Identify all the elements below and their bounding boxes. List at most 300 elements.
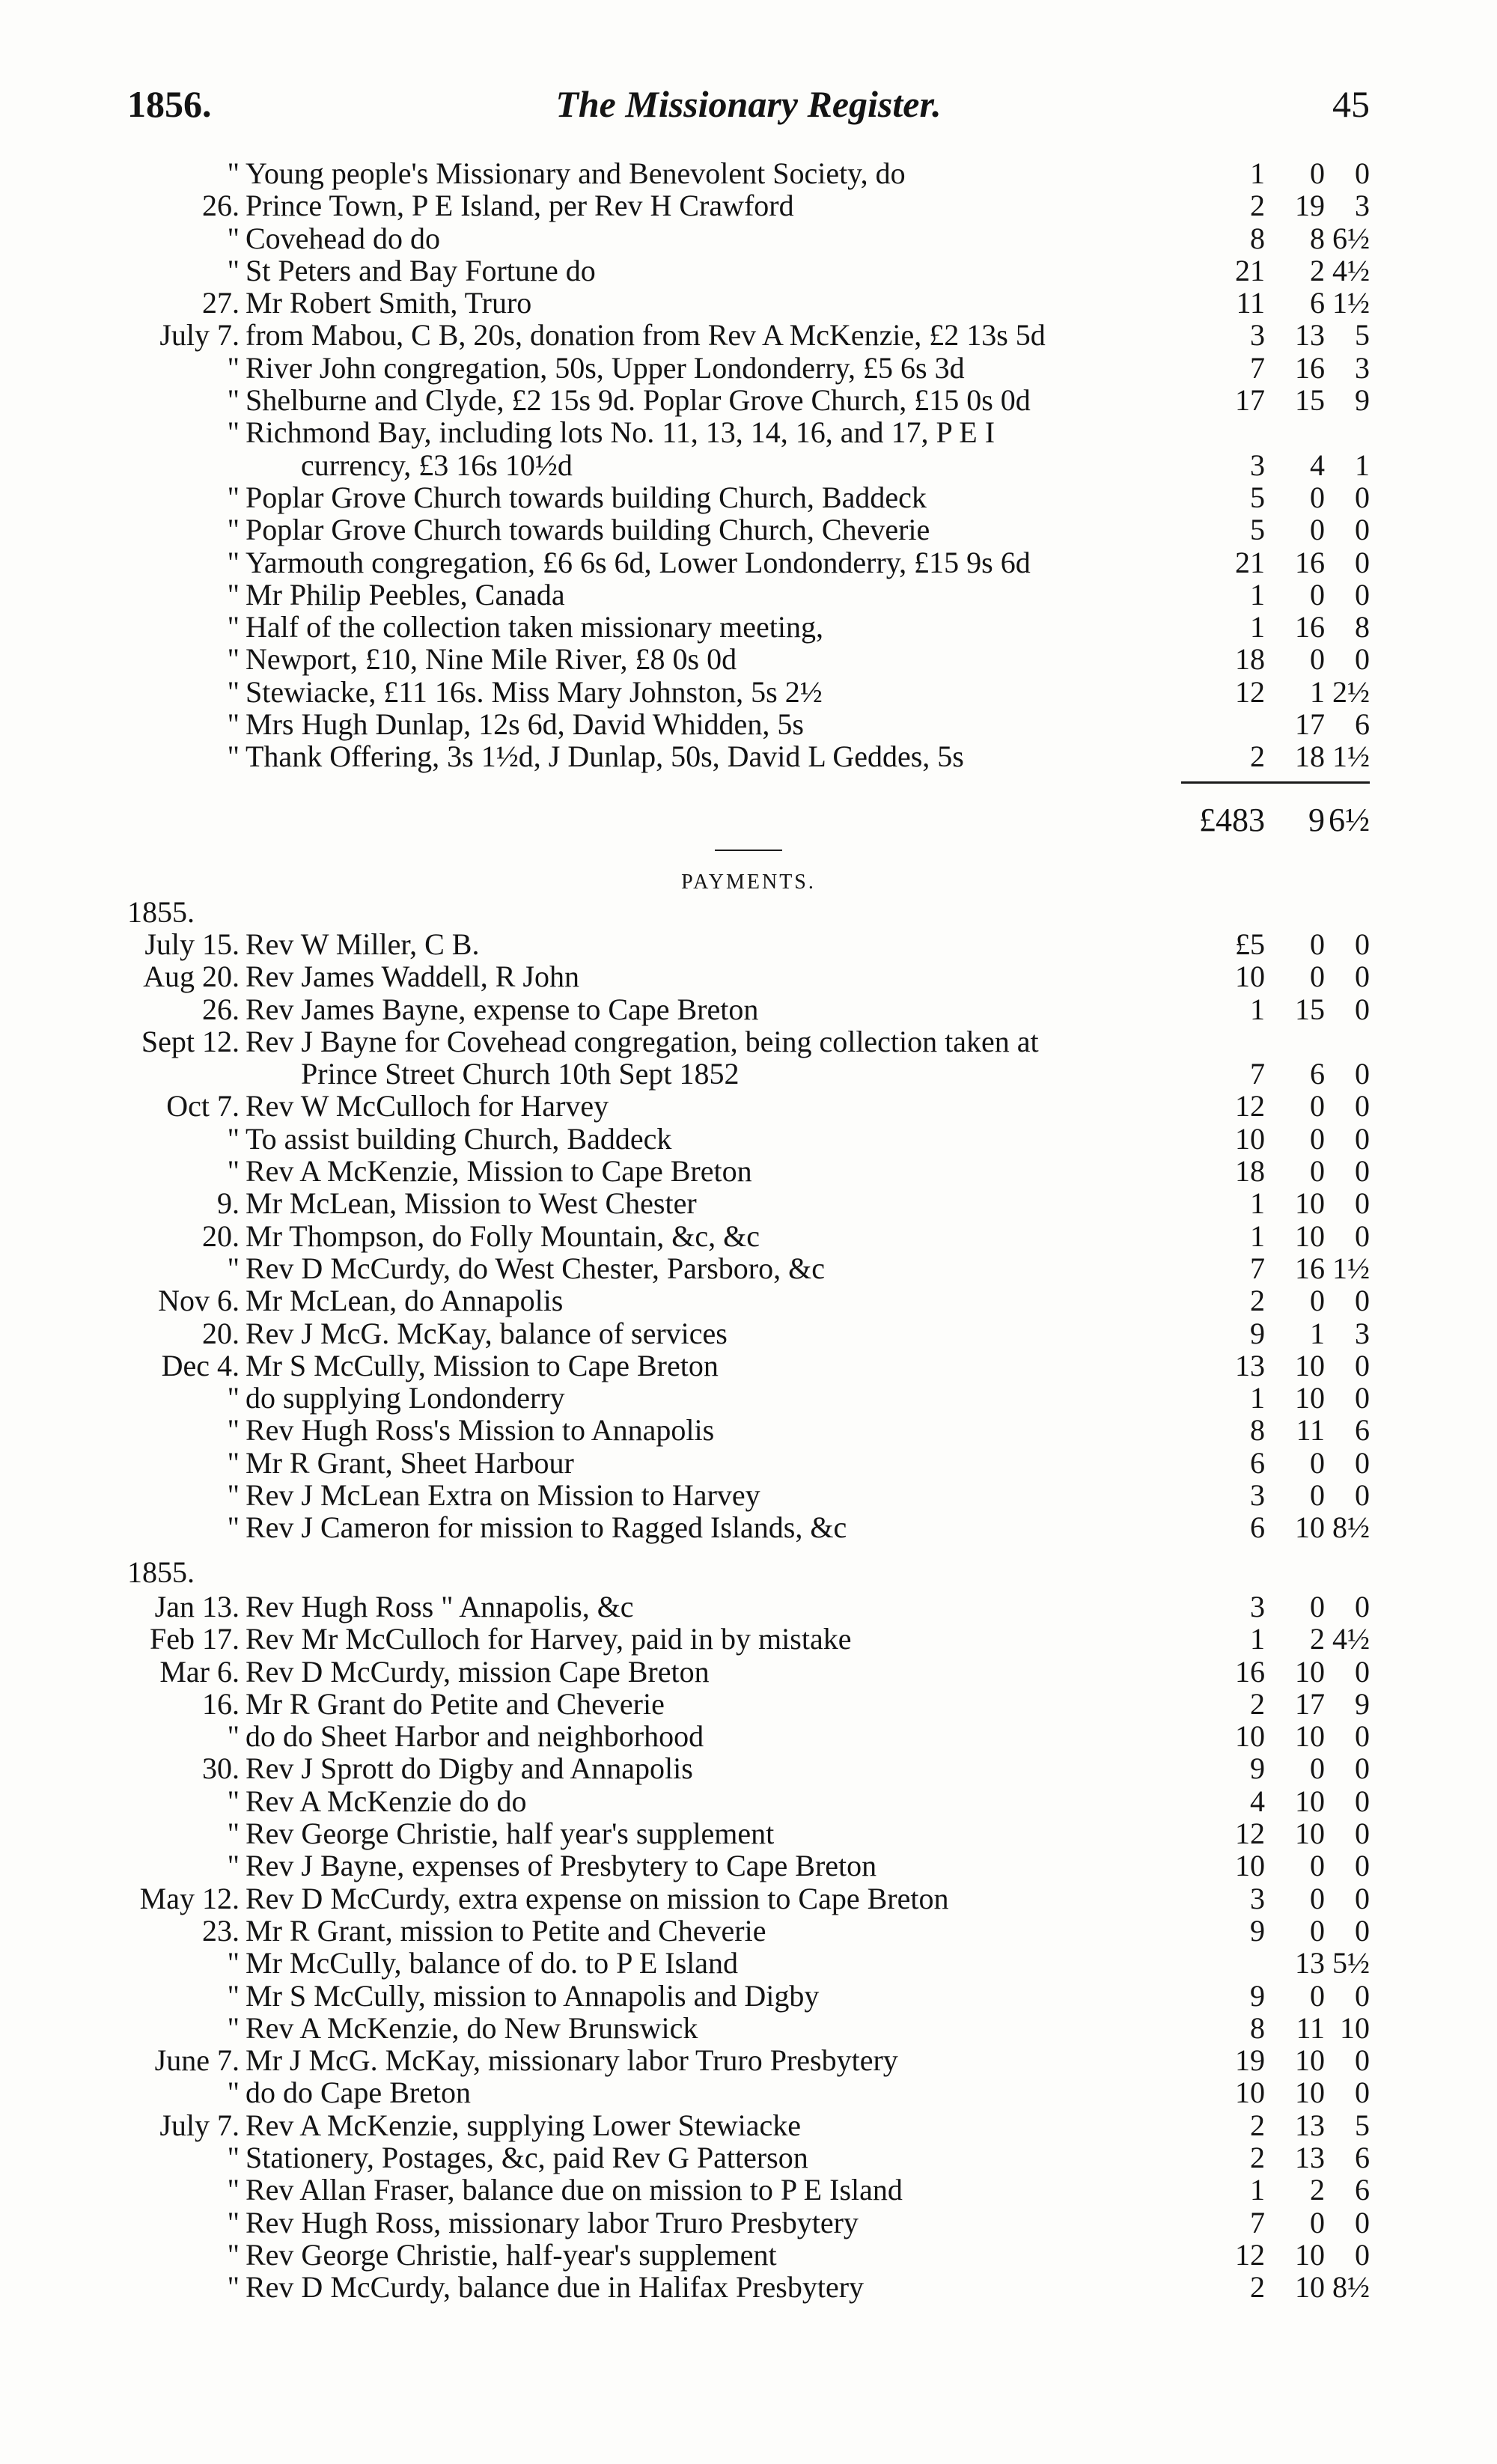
ledger-row bbox=[127, 546, 1370, 579]
ledger-row bbox=[127, 928, 1370, 960]
amount-shillings: 4 bbox=[1310, 448, 1325, 482]
amount-pounds: 10 bbox=[1235, 1849, 1265, 1883]
amount-shillings: 0 bbox=[1310, 1445, 1325, 1480]
amount-shillings: 13 bbox=[1295, 1946, 1325, 1980]
entry-description: currency, £3 16s 10½d bbox=[301, 448, 573, 482]
entry-date: July 7. bbox=[159, 2108, 240, 2142]
amount-pounds: 7 bbox=[1250, 2205, 1265, 2239]
entry-date: 26. bbox=[202, 992, 240, 1026]
amount-pounds: 12 bbox=[1235, 1817, 1265, 1851]
receipts-list bbox=[127, 157, 1370, 773]
amount-pence: 1 bbox=[1355, 448, 1370, 482]
entry-description: Prince Town, P E Island, per Rev H Crawford bbox=[246, 189, 794, 223]
amount-pence: 0 bbox=[1355, 1154, 1370, 1189]
amount-shillings: 2 bbox=[1310, 2173, 1325, 2207]
amount-shillings: 0 bbox=[1310, 1154, 1325, 1189]
amount-shillings: 1 bbox=[1310, 674, 1325, 709]
ledger-row bbox=[127, 157, 1370, 189]
ledger-row bbox=[127, 2012, 1370, 2044]
amount-pounds: 1 bbox=[1250, 610, 1265, 644]
entry-description: Newport, £10, Nine Mile River, £8 0s 0d bbox=[246, 642, 737, 677]
ledger-row bbox=[127, 1817, 1370, 1849]
amount-shillings: 10 bbox=[1295, 1654, 1325, 1689]
entry-date: " bbox=[227, 1445, 240, 1480]
ledger-row bbox=[127, 1252, 1370, 1284]
header-title: The Missionary Register. bbox=[555, 83, 942, 125]
entry-date: Dec 4. bbox=[161, 1348, 240, 1382]
entry-description: River John congregation, 50s, Upper Londonderry, £5 6s 3d bbox=[246, 350, 965, 385]
entry-date: " bbox=[227, 480, 240, 514]
entry-description: Rev D McCurdy, extra expense on mission to Cape Breton bbox=[246, 1881, 949, 1915]
entry-description: Rev A McKenzie do do bbox=[246, 1784, 527, 1818]
amount-pence: 5 bbox=[1355, 2108, 1370, 2142]
amount-pence: 0 bbox=[1355, 2205, 1370, 2239]
amount-pounds: 18 bbox=[1235, 642, 1265, 677]
amount-shillings: 10 bbox=[1295, 1719, 1325, 1754]
entry-date: 27. bbox=[202, 286, 240, 320]
payments-year-1855-b: 1855. bbox=[127, 1555, 195, 1589]
entry-date: " bbox=[227, 1251, 240, 1285]
ledger-row bbox=[127, 2141, 1370, 2174]
amount-pounds: 3 bbox=[1250, 1881, 1265, 1915]
amount-pence: 0 bbox=[1355, 2043, 1370, 2078]
amount-pence: 0 bbox=[1355, 1057, 1370, 1091]
ledger-row bbox=[127, 1350, 1370, 1382]
entry-date: " bbox=[227, 2237, 240, 2272]
amount-pounds: 2 bbox=[1250, 2108, 1265, 2142]
entry-description: Rev Allan Fraser, balance due on mission to P E Island bbox=[246, 2173, 903, 2207]
ledger-row bbox=[127, 1947, 1370, 1979]
entry-date: June 7. bbox=[154, 2043, 240, 2078]
amount-pounds: 9 bbox=[1250, 1316, 1265, 1350]
payments-list-1 bbox=[127, 928, 1370, 1544]
entry-description: Mrs Hugh Dunlap, 12s 6d, David Whidden, 5s bbox=[246, 707, 804, 742]
entry-date: " bbox=[227, 513, 240, 547]
amount-shillings: 0 bbox=[1310, 1913, 1325, 1948]
entry-description: Mr R Grant, Sheet Harbour bbox=[246, 1445, 574, 1480]
entry-description: Covehead do do bbox=[246, 221, 440, 255]
amount-shillings: 0 bbox=[1310, 1978, 1325, 2013]
entry-description: Half of the collection taken missionary meeting, bbox=[246, 610, 823, 644]
amount-shillings: 19 bbox=[1295, 189, 1325, 223]
amount-pounds: 1 bbox=[1250, 2173, 1265, 2207]
header-year: 1856. bbox=[127, 83, 212, 125]
amount-pounds: 1 bbox=[1250, 1186, 1265, 1221]
amount-pounds: 5 bbox=[1250, 513, 1265, 547]
ledger-row bbox=[127, 611, 1370, 643]
entry-description: Mr Robert Smith, Truro bbox=[246, 286, 532, 320]
amount-pence: 10 bbox=[1340, 2010, 1370, 2045]
amount-shillings: 11 bbox=[1296, 2010, 1325, 2045]
amount-shillings: 10 bbox=[1295, 1510, 1325, 1545]
entry-description: Poplar Grove Church towards building Church, Baddeck bbox=[246, 480, 927, 514]
amount-pence: 0 bbox=[1355, 960, 1370, 994]
amount-pounds: 1 bbox=[1250, 1622, 1265, 1656]
entry-date: 20. bbox=[202, 1316, 240, 1350]
entry-description: Rev W Miller, C B. bbox=[246, 927, 480, 961]
amount-pence: 0 bbox=[1355, 1784, 1370, 1818]
amount-pounds: 8 bbox=[1250, 2010, 1265, 2045]
ledger-row bbox=[127, 1155, 1370, 1187]
ledger-row bbox=[127, 1752, 1370, 1784]
entry-description: Shelburne and Clyde, £2 15s 9d. Poplar Grove Church, £15 0s 0d bbox=[246, 383, 1031, 418]
amount-pounds: 9 bbox=[1250, 1978, 1265, 2013]
amount-pounds: 2 bbox=[1250, 189, 1265, 223]
entry-date: July 7. bbox=[159, 318, 240, 353]
ledger-row bbox=[127, 2174, 1370, 2206]
amount-pounds: 21 bbox=[1235, 253, 1265, 287]
amount-pence: 0 bbox=[1355, 1186, 1370, 1221]
entry-description: Mr McCully, balance of do. to P E Island bbox=[246, 1946, 739, 1980]
amount-shillings: 0 bbox=[1310, 1849, 1325, 1883]
amount-pounds: 10 bbox=[1235, 1719, 1265, 1754]
amount-pence: 4½ bbox=[1332, 253, 1370, 287]
entry-date: " bbox=[227, 1478, 240, 1513]
amount-pence: 1½ bbox=[1332, 286, 1370, 320]
amount-pounds: 10 bbox=[1235, 960, 1265, 994]
amount-pence: 0 bbox=[1355, 1978, 1370, 2013]
entry-description: Rev D McCurdy, do West Chester, Parsboro, &c bbox=[246, 1251, 825, 1285]
ledger-row bbox=[127, 2076, 1370, 2108]
amount-shillings: 10 bbox=[1295, 1817, 1325, 1851]
ledger-row bbox=[127, 449, 1370, 481]
amount-pounds: 1 bbox=[1250, 156, 1265, 190]
amount-pounds: 2 bbox=[1250, 2270, 1265, 2305]
amount-shillings: 13 bbox=[1295, 318, 1325, 353]
amount-pence: 0 bbox=[1355, 1284, 1370, 1318]
entry-description: Mr S McCully, mission to Annapolis and Digby bbox=[246, 1978, 820, 2013]
amount-shillings: 13 bbox=[1295, 2108, 1325, 2142]
entry-date: Mar 6. bbox=[159, 1654, 240, 1689]
amount-shillings: 10 bbox=[1295, 1348, 1325, 1382]
amount-pounds: 6 bbox=[1250, 1510, 1265, 1545]
entry-date: 16. bbox=[202, 1686, 240, 1721]
entry-date: " bbox=[227, 577, 240, 612]
amount-pounds: £5 bbox=[1235, 927, 1265, 961]
entry-description: Rev James Waddell, R John bbox=[246, 960, 579, 994]
entry-date: " bbox=[227, 253, 240, 287]
amount-pence: 0 bbox=[1355, 577, 1370, 612]
entry-date: " bbox=[227, 1849, 240, 1883]
entry-description: Rev A McKenzie, do New Brunswick bbox=[246, 2010, 698, 2045]
amount-shillings: 0 bbox=[1310, 156, 1325, 190]
amount-shillings: 8 bbox=[1310, 221, 1325, 255]
ledger-row bbox=[127, 416, 1370, 448]
amount-pence: 3 bbox=[1355, 189, 1370, 223]
amount-pounds: 2 bbox=[1250, 739, 1265, 774]
entry-date: " bbox=[227, 2076, 240, 2110]
entry-date: May 12. bbox=[139, 1881, 240, 1915]
amount-pence: 6½ bbox=[1332, 221, 1370, 255]
ledger-row bbox=[127, 1414, 1370, 1446]
entry-date: " bbox=[227, 2270, 240, 2305]
entry-description: Mr R Grant do Petite and Cheverie bbox=[246, 1686, 665, 1721]
amount-pence: 3 bbox=[1355, 1316, 1370, 1350]
entry-description: Stewiacke, £11 16s. Miss Mary Johnston, 5s 2½ bbox=[246, 674, 823, 709]
page-number: 45 bbox=[1332, 83, 1370, 125]
ledger-row bbox=[127, 1479, 1370, 1511]
total-pounds: £483 bbox=[1199, 802, 1265, 838]
entry-date: " bbox=[227, 2205, 240, 2239]
entry-description: Young people's Missionary and Benevolent Society, do bbox=[246, 156, 906, 190]
entry-date: " bbox=[227, 1784, 240, 1818]
amount-pounds: 10 bbox=[1235, 1121, 1265, 1156]
payments-list-2 bbox=[127, 1591, 1370, 2304]
ledger-row bbox=[127, 513, 1370, 546]
amount-shillings: 10 bbox=[1295, 1219, 1325, 1253]
amount-shillings: 10 bbox=[1295, 2076, 1325, 2110]
entry-description: Rev D McCurdy, mission Cape Breton bbox=[246, 1654, 710, 1689]
ledger-row bbox=[127, 481, 1370, 513]
entry-description: Rev James Bayne, expense to Cape Breton bbox=[246, 992, 759, 1026]
amount-pounds: 2 bbox=[1250, 2141, 1265, 2175]
amount-pounds: 1 bbox=[1250, 1381, 1265, 1415]
entry-date: " bbox=[227, 1121, 240, 1156]
ledger-row bbox=[127, 579, 1370, 611]
amount-shillings: 17 bbox=[1295, 707, 1325, 742]
entry-date: Oct 7. bbox=[166, 1089, 240, 1123]
entry-date: " bbox=[227, 2010, 240, 2045]
amount-pence: 0 bbox=[1355, 1089, 1370, 1123]
ledger-row bbox=[127, 1915, 1370, 1947]
entry-description: Rev Hugh Ross " Annapolis, &c bbox=[246, 1590, 634, 1623]
entry-date: 9. bbox=[217, 1186, 240, 1221]
entry-date: " bbox=[227, 1510, 240, 1545]
amount-pounds: 1 bbox=[1250, 992, 1265, 1026]
amount-pounds: 3 bbox=[1250, 448, 1265, 482]
entry-date: " bbox=[227, 1413, 240, 1448]
amount-shillings: 10 bbox=[1295, 2270, 1325, 2305]
entry-date: Jan 13. bbox=[154, 1590, 240, 1623]
entry-description: Rev A McKenzie, Mission to Cape Breton bbox=[246, 1154, 752, 1189]
entry-description: Rev D McCurdy, balance due in Halifax Presbytery bbox=[246, 2270, 865, 2305]
amount-shillings: 0 bbox=[1310, 2205, 1325, 2239]
amount-shillings: 16 bbox=[1295, 545, 1325, 579]
ledger-row bbox=[127, 993, 1370, 1025]
ledger-row bbox=[127, 1688, 1370, 1720]
total-shillings: 9 bbox=[1308, 802, 1325, 838]
entry-date: " bbox=[227, 156, 240, 190]
amount-pounds: 5 bbox=[1250, 480, 1265, 514]
ledger-row bbox=[127, 1785, 1370, 1817]
entry-description: Rev Hugh Ross, missionary labor Truro Presbytery bbox=[246, 2205, 859, 2239]
entry-description: St Peters and Bay Fortune do bbox=[246, 253, 596, 287]
entry-description: do do Cape Breton bbox=[246, 2076, 472, 2110]
amount-pence: 6 bbox=[1355, 1413, 1370, 1448]
ledger-row bbox=[127, 222, 1370, 254]
amount-pounds: 3 bbox=[1250, 1590, 1265, 1623]
amount-pence: 9 bbox=[1355, 1686, 1370, 1721]
ledger-row bbox=[127, 2207, 1370, 2239]
entry-date: " bbox=[227, 1946, 240, 1980]
amount-pence: 0 bbox=[1355, 1913, 1370, 1948]
entry-date: " bbox=[227, 1978, 240, 2013]
amount-pence: 0 bbox=[1355, 2237, 1370, 2272]
amount-shillings: 2 bbox=[1310, 253, 1325, 287]
amount-shillings: 0 bbox=[1310, 513, 1325, 547]
entry-description: Prince Street Church 10th Sept 1852 bbox=[301, 1057, 740, 1091]
amount-shillings: 1 bbox=[1310, 1316, 1325, 1350]
entry-date: " bbox=[227, 2141, 240, 2175]
entry-description: Rev George Christie, half year's supplement bbox=[246, 1817, 775, 1851]
amount-pence: 0 bbox=[1355, 992, 1370, 1026]
amount-shillings: 16 bbox=[1295, 610, 1325, 644]
amount-pence: 0 bbox=[1355, 1219, 1370, 1253]
payments-heading: PAYMENTS. bbox=[681, 870, 816, 894]
amount-pounds: 17 bbox=[1235, 383, 1265, 418]
amount-pence: 0 bbox=[1355, 1654, 1370, 1689]
section-divider bbox=[715, 850, 782, 851]
amount-shillings: 0 bbox=[1310, 927, 1325, 961]
entry-description: Rev Mr McCulloch for Harvey, paid in by mistake bbox=[246, 1622, 852, 1656]
amount-pence: 8 bbox=[1355, 610, 1370, 644]
entry-description: Rev Hugh Ross's Mission to Annapolis bbox=[246, 1413, 715, 1448]
amount-pounds: 12 bbox=[1235, 2237, 1265, 2272]
amount-pounds: 9 bbox=[1250, 1913, 1265, 1948]
amount-pence: 8½ bbox=[1332, 2270, 1370, 2305]
amount-shillings: 6 bbox=[1310, 1057, 1325, 1091]
entry-date: 23. bbox=[202, 1913, 240, 1948]
amount-pounds: 2 bbox=[1250, 1686, 1265, 1721]
amount-pounds: 2 bbox=[1250, 1284, 1265, 1318]
amount-pounds: 3 bbox=[1250, 318, 1265, 353]
entry-date: " bbox=[227, 707, 240, 742]
entry-description: Mr R Grant, mission to Petite and Cheverie bbox=[246, 1913, 766, 1948]
amount-pence: 0 bbox=[1355, 545, 1370, 579]
ledger-row bbox=[127, 960, 1370, 992]
amount-pence: 0 bbox=[1355, 1478, 1370, 1513]
entry-description: Rev J Bayne, expenses of Presbytery to Cape Breton bbox=[246, 1849, 877, 1883]
amount-shillings: 0 bbox=[1310, 1751, 1325, 1786]
amount-pence: 0 bbox=[1355, 1381, 1370, 1415]
entry-description: Richmond Bay, including lots No. 11, 13, 14, 16, and 17, P E I bbox=[246, 415, 996, 450]
amount-pence: 0 bbox=[1355, 2076, 1370, 2110]
ledger-row bbox=[127, 643, 1370, 675]
entry-description: Mr Thompson, do Folly Mountain, &c, &c bbox=[246, 1219, 760, 1253]
amount-pounds: 19 bbox=[1235, 2043, 1265, 2078]
amount-pounds: 11 bbox=[1236, 286, 1265, 320]
ledger-row bbox=[127, 352, 1370, 384]
entry-description: To assist building Church, Baddeck bbox=[246, 1121, 672, 1156]
ledger-row bbox=[127, 1591, 1370, 1623]
ledger-row bbox=[127, 1220, 1370, 1252]
amount-shillings: 16 bbox=[1295, 350, 1325, 385]
ledger-row bbox=[127, 1058, 1370, 1090]
ledger-row bbox=[127, 740, 1370, 772]
amount-shillings: 0 bbox=[1310, 1284, 1325, 1318]
entry-date: " bbox=[227, 1719, 240, 1754]
amount-shillings: 16 bbox=[1295, 1251, 1325, 1285]
entry-description: Stationery, Postages, &c, paid Rev G Patterson bbox=[246, 2141, 808, 2175]
amount-shillings: 0 bbox=[1310, 642, 1325, 677]
amount-pounds: 7 bbox=[1250, 1057, 1265, 1091]
ledger-row bbox=[127, 2271, 1370, 2303]
ledger-row bbox=[127, 189, 1370, 222]
entry-date: " bbox=[227, 383, 240, 418]
entry-date: Nov 6. bbox=[158, 1284, 240, 1318]
entry-description: Rev J Bayne for Covehead congregation, being collection taken at bbox=[246, 1024, 1039, 1058]
ledger-row bbox=[127, 1623, 1370, 1655]
amount-pence: 0 bbox=[1355, 1751, 1370, 1786]
entry-description: Poplar Grove Church towards building Church, Cheverie bbox=[246, 513, 930, 547]
ledger-row bbox=[127, 2044, 1370, 2076]
amount-pounds: 16 bbox=[1235, 1654, 1265, 1689]
ledger-row bbox=[127, 1317, 1370, 1350]
entry-date: Feb 17. bbox=[150, 1622, 240, 1656]
amount-pounds: 8 bbox=[1250, 1413, 1265, 1448]
amount-pounds: 1 bbox=[1250, 577, 1265, 612]
amount-shillings: 18 bbox=[1295, 739, 1325, 774]
amount-shillings: 13 bbox=[1295, 2141, 1325, 2175]
total-pence: 6½ bbox=[1329, 802, 1370, 838]
amount-pounds: 18 bbox=[1235, 1154, 1265, 1189]
entry-date: " bbox=[227, 350, 240, 385]
amount-shillings: 0 bbox=[1310, 1089, 1325, 1123]
amount-pence: 0 bbox=[1355, 480, 1370, 514]
ledger-row bbox=[127, 319, 1370, 351]
entry-date: 30. bbox=[202, 1751, 240, 1786]
entry-description: Thank Offering, 3s 1½d, J Dunlap, 50s, David L Geddes, 5s bbox=[246, 739, 964, 774]
entry-description: Mr J McG. McKay, missionary labor Truro Presbytery bbox=[246, 2043, 898, 2078]
amount-pence: 0 bbox=[1355, 1590, 1370, 1623]
amount-pence: 5½ bbox=[1332, 1946, 1370, 1980]
entry-date: " bbox=[227, 221, 240, 255]
entry-description: Rev J Cameron for mission to Ragged Islands, &c bbox=[246, 1510, 847, 1545]
entry-description: Mr S McCully, Mission to Cape Breton bbox=[246, 1348, 719, 1382]
amount-pence: 6 bbox=[1355, 2141, 1370, 2175]
amount-shillings: 0 bbox=[1310, 1478, 1325, 1513]
amount-shillings: 11 bbox=[1296, 1413, 1325, 1448]
entry-description: Rev A McKenzie, supplying Lower Stewiacke bbox=[246, 2108, 802, 2142]
ledger-row bbox=[127, 1025, 1370, 1058]
amount-pounds: 4 bbox=[1250, 1784, 1265, 1818]
amount-shillings: 2 bbox=[1310, 1622, 1325, 1656]
amount-shillings: 10 bbox=[1295, 2237, 1325, 2272]
amount-pence: 0 bbox=[1355, 513, 1370, 547]
ledger-row bbox=[127, 2239, 1370, 2271]
amount-pounds: 12 bbox=[1235, 1089, 1265, 1123]
ledger-row bbox=[127, 1511, 1370, 1543]
amount-pence: 6 bbox=[1355, 2173, 1370, 2207]
entry-date: " bbox=[227, 674, 240, 709]
amount-shillings: 15 bbox=[1295, 383, 1325, 418]
entry-description: Mr McLean, Mission to West Chester bbox=[246, 1186, 697, 1221]
ledger-row bbox=[127, 287, 1370, 319]
amount-pence: 0 bbox=[1355, 1445, 1370, 1480]
entry-description: do do Sheet Harbor and neighborhood bbox=[246, 1719, 704, 1754]
amount-shillings: 10 bbox=[1295, 1381, 1325, 1415]
entry-date: " bbox=[227, 545, 240, 579]
entry-date: 26. bbox=[202, 189, 240, 223]
amount-pounds: 10 bbox=[1235, 2076, 1265, 2110]
amount-pounds: 6 bbox=[1250, 1445, 1265, 1480]
amount-pence: 0 bbox=[1355, 1881, 1370, 1915]
entry-description: Mr McLean, do Annapolis bbox=[246, 1284, 564, 1318]
entry-description: Yarmouth congregation, £6 6s 6d, Lower Londonderry, £15 9s 6d bbox=[246, 545, 1031, 579]
ledger-row bbox=[127, 1090, 1370, 1122]
entry-date: " bbox=[227, 610, 240, 644]
amount-pence: 0 bbox=[1355, 1348, 1370, 1382]
receipts-total bbox=[127, 801, 1370, 838]
amount-pence: 1½ bbox=[1332, 739, 1370, 774]
entry-date: " bbox=[227, 1381, 240, 1415]
entry-description: Mr Philip Peebles, Canada bbox=[246, 577, 565, 612]
ledger-row bbox=[127, 676, 1370, 708]
entry-date: " bbox=[227, 739, 240, 774]
ledger-row bbox=[127, 1447, 1370, 1479]
entry-description: Rev J McLean Extra on Mission to Harvey bbox=[246, 1478, 760, 1513]
ledger-row bbox=[127, 1882, 1370, 1915]
